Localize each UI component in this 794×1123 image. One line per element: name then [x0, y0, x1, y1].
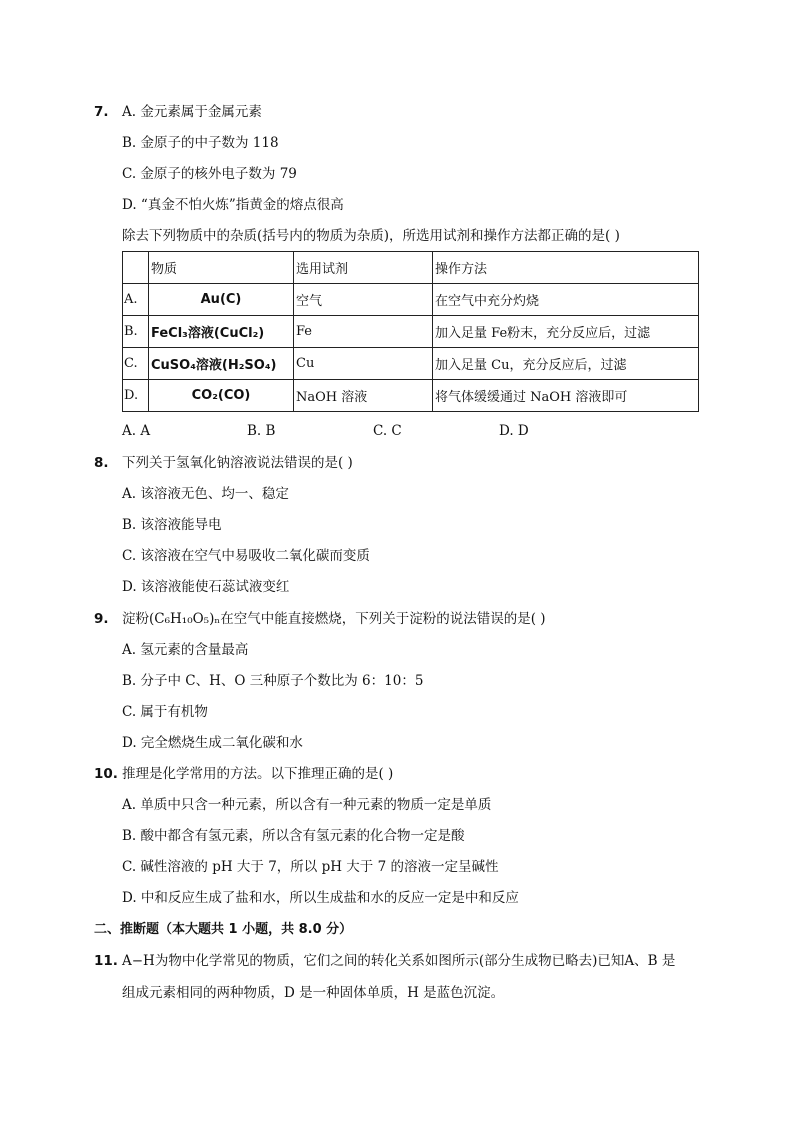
q9-option-b: B. 分子中 C、H、O 三种原子个数比为 6：10：5	[122, 673, 424, 689]
question-8-number: 8.	[94, 455, 109, 471]
question-11-number: 11.	[94, 953, 118, 969]
answer-option-b: B. B	[247, 423, 276, 439]
q10-option-a: A. 单质中只含一种元素，所以含有一种元素的物质一定是单质	[122, 797, 492, 813]
q8-option-c: C. 该溶液在空气中易吸收二氧化碳而变质	[122, 548, 370, 564]
q9-stem: 淀粉(C₆H₁₀O₅)ₙ在空气中能直接燃烧，下列关于淀粉的说法错误的是( )	[122, 611, 546, 627]
table-cell: Cu	[294, 348, 433, 380]
table-cell: 空气	[294, 284, 433, 316]
table-header-row	[123, 252, 699, 284]
answer-option-a: A. A	[122, 423, 151, 439]
q11-stem-line2: 组成元素相同的两种物质，D 是一种固体单质，H 是蓝色沉淀。	[122, 985, 505, 1001]
section-heading: 二、推断题（本大题共 1 小题，共 8.0 分）	[94, 922, 353, 937]
q11-stem-line1: A−H为物中化学常见的物质，它们之间的转化关系如图所示(部分生成物已略去)已知A、B 是	[122, 953, 676, 969]
answer-option-d: D. D	[499, 423, 529, 439]
table-cell: A.	[123, 284, 149, 316]
q8-option-d: D. 该溶液能使石蕊试液变红	[122, 579, 290, 595]
q8-stem: 下列关于氢氧化钠溶液说法错误的是( )	[122, 455, 353, 471]
table-header-cell: 物质	[149, 252, 294, 284]
table-header-cell: 选用试剂	[294, 252, 433, 284]
table-cell: Au(C)	[149, 284, 294, 316]
table-cell: CuSO₄溶液(H₂SO₄)	[149, 348, 294, 380]
table-cell: 将气体缓缓通过 NaOH 溶液即可	[433, 380, 699, 412]
table-header-cell: 操作方法	[433, 252, 699, 284]
table-cell: NaOH 溶液	[294, 380, 433, 412]
table-row	[123, 348, 699, 380]
q8-option-a: A. 该溶液无色、均一、稳定	[122, 486, 289, 502]
table-cell: D.	[123, 380, 149, 412]
q7-option-b: B. 金原子的中子数为 118	[122, 135, 279, 151]
table-row	[123, 316, 699, 348]
table-cell: 加入足量 Fe粉末，充分反应后，过滤	[433, 316, 699, 348]
q8-option-b: B. 该溶液能导电	[122, 517, 222, 533]
q10-option-c: C. 碱性溶液的 pH 大于 7，所以 pH 大于 7 的溶液一定呈碱性	[122, 859, 499, 875]
table-cell: B.	[123, 316, 149, 348]
impurity-table	[122, 251, 699, 412]
q7-option-c: C. 金原子的核外电子数为 79	[122, 166, 297, 182]
question-9-number: 9.	[94, 611, 109, 627]
question-7-number: 7.	[94, 104, 109, 120]
table-header-cell	[123, 252, 149, 284]
table-cell: FeCl₃溶液(CuCl₂)	[149, 316, 294, 348]
question-10-number: 10.	[94, 766, 118, 782]
table-cell: CO₂(CO)	[149, 380, 294, 412]
q10-option-b: B. 酸中都含有氢元素，所以含有氢元素的化合物一定是酸	[122, 828, 465, 844]
table-row	[123, 284, 699, 316]
q7-option-d: D. “真金不怕火炼”指黄金的熔点很高	[122, 197, 344, 213]
q10-stem: 推理是化学常用的方法。以下推理正确的是( )	[122, 766, 394, 782]
q9-option-a: A. 氢元素的含量最高	[122, 642, 249, 658]
table-cell: C.	[123, 348, 149, 380]
q9-option-d: D. 完全燃烧生成二氧化碳和水	[122, 735, 303, 751]
table-cell: 在空气中充分灼烧	[433, 284, 699, 316]
q7-option-a: A. 金元素属于金属元素	[122, 104, 262, 120]
q9-option-c: C. 属于有机物	[122, 704, 208, 720]
answer-option-c: C. C	[373, 423, 402, 439]
table-cell: 加入足量 Cu，充分反应后，过滤	[433, 348, 699, 380]
table-cell: Fe	[294, 316, 433, 348]
table-row	[123, 380, 699, 412]
q10-option-d: D. 中和反应生成了盐和水，所以生成盐和水的反应一定是中和反应	[122, 890, 519, 906]
q7-table-stem: 除去下列物质中的杂质(括号内的物质为杂质)，所选用试剂和操作方法都正确的是( )	[122, 228, 620, 244]
